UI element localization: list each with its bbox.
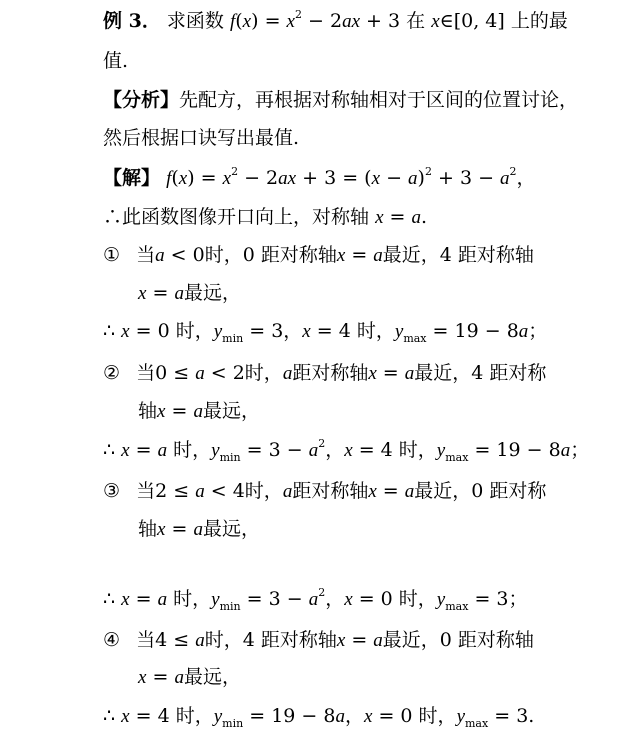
example-text-on: 在 xyxy=(406,10,426,32)
case-3-line-1: ③ 当2 ≤ a < 4时，a距对称轴x = a最近，0 距对称 xyxy=(103,480,547,502)
case-2-line-1: ② 当0 ≤ a < 2时，a距对称轴x = a最近，4 距对称 xyxy=(103,362,547,384)
example-label: 例 3． xyxy=(103,10,161,32)
case-2-result: ∴ x = a 时，$y_{min} = 3 - a^2$，x = 4 时，$y_{max} = 19 - 8a$； xyxy=(103,437,590,464)
case-2-marker: ② xyxy=(103,362,121,384)
case-1-marker: ① xyxy=(103,244,121,266)
case-1-result: ∴ x = 0 时，$y_{min} = 3$，x = 4 时，$y_{max} = 19 - 8a$； xyxy=(103,320,548,345)
solution-line-2: ∴此函数图像开口向上，对称轴 x = a. xyxy=(103,206,428,228)
case-3-marker: ③ xyxy=(103,480,121,502)
case-4-marker: ④ xyxy=(103,629,121,651)
case-2-line-2: 轴x = a最远， xyxy=(138,400,260,422)
solution-label: 【解】 xyxy=(103,167,161,189)
example-text-suffix-2: 值. xyxy=(103,50,129,72)
case-1-line-2: x = a最远， xyxy=(138,282,241,304)
analysis-line-1 xyxy=(103,87,578,113)
case-3-result: ∴ x = a 时，$y_{min} = 3 - a^2$，x = 0 时，$y_{max} = 3$； xyxy=(103,586,528,613)
case-1-line-1: ① 当a < 0时，0 距对称轴x = a最近，4 距对称轴 xyxy=(103,244,534,266)
example-text-prefix: 求函数 xyxy=(166,10,224,32)
case-4-result: ∴ x = 4 时，$y_{min} = 19 - 8a$，x = 0 时，$y_{max} = 3$. xyxy=(103,705,535,730)
case-3-line-2: 轴x = a最远， xyxy=(138,518,260,540)
solution-line-1: 【解】 $f(x) = x^2 - 2ax + 3 = (x - a)^2 + 3 - a^2$， xyxy=(103,165,536,189)
example-line-1: 例 3． 求函数 $f(x) = x^2 - 2ax + 3$ 在 x∈[0, 4] 上的最 xyxy=(103,8,568,32)
case-4-line-1: ④ 当4 ≤ a时，4 距对称轴x = a最近，0 距对称轴 xyxy=(103,629,534,651)
analysis-text-2: 然后根据口诀写出最值. xyxy=(103,127,300,149)
example-line-2 xyxy=(103,48,128,74)
case-4-line-2: x = a最远， xyxy=(138,666,241,688)
solution-line-2-text: ∴此函数图像开口向上，对称轴 xyxy=(103,206,370,228)
analysis-label: 【分析】 xyxy=(103,89,180,111)
analysis-line-2 xyxy=(103,125,299,151)
example-function: f xyxy=(229,11,236,32)
analysis-text-1: 先配方，再根据对称轴相对于区间的位置讨论， xyxy=(179,89,579,111)
example-text-suffix-1: 上的最 xyxy=(510,10,568,32)
